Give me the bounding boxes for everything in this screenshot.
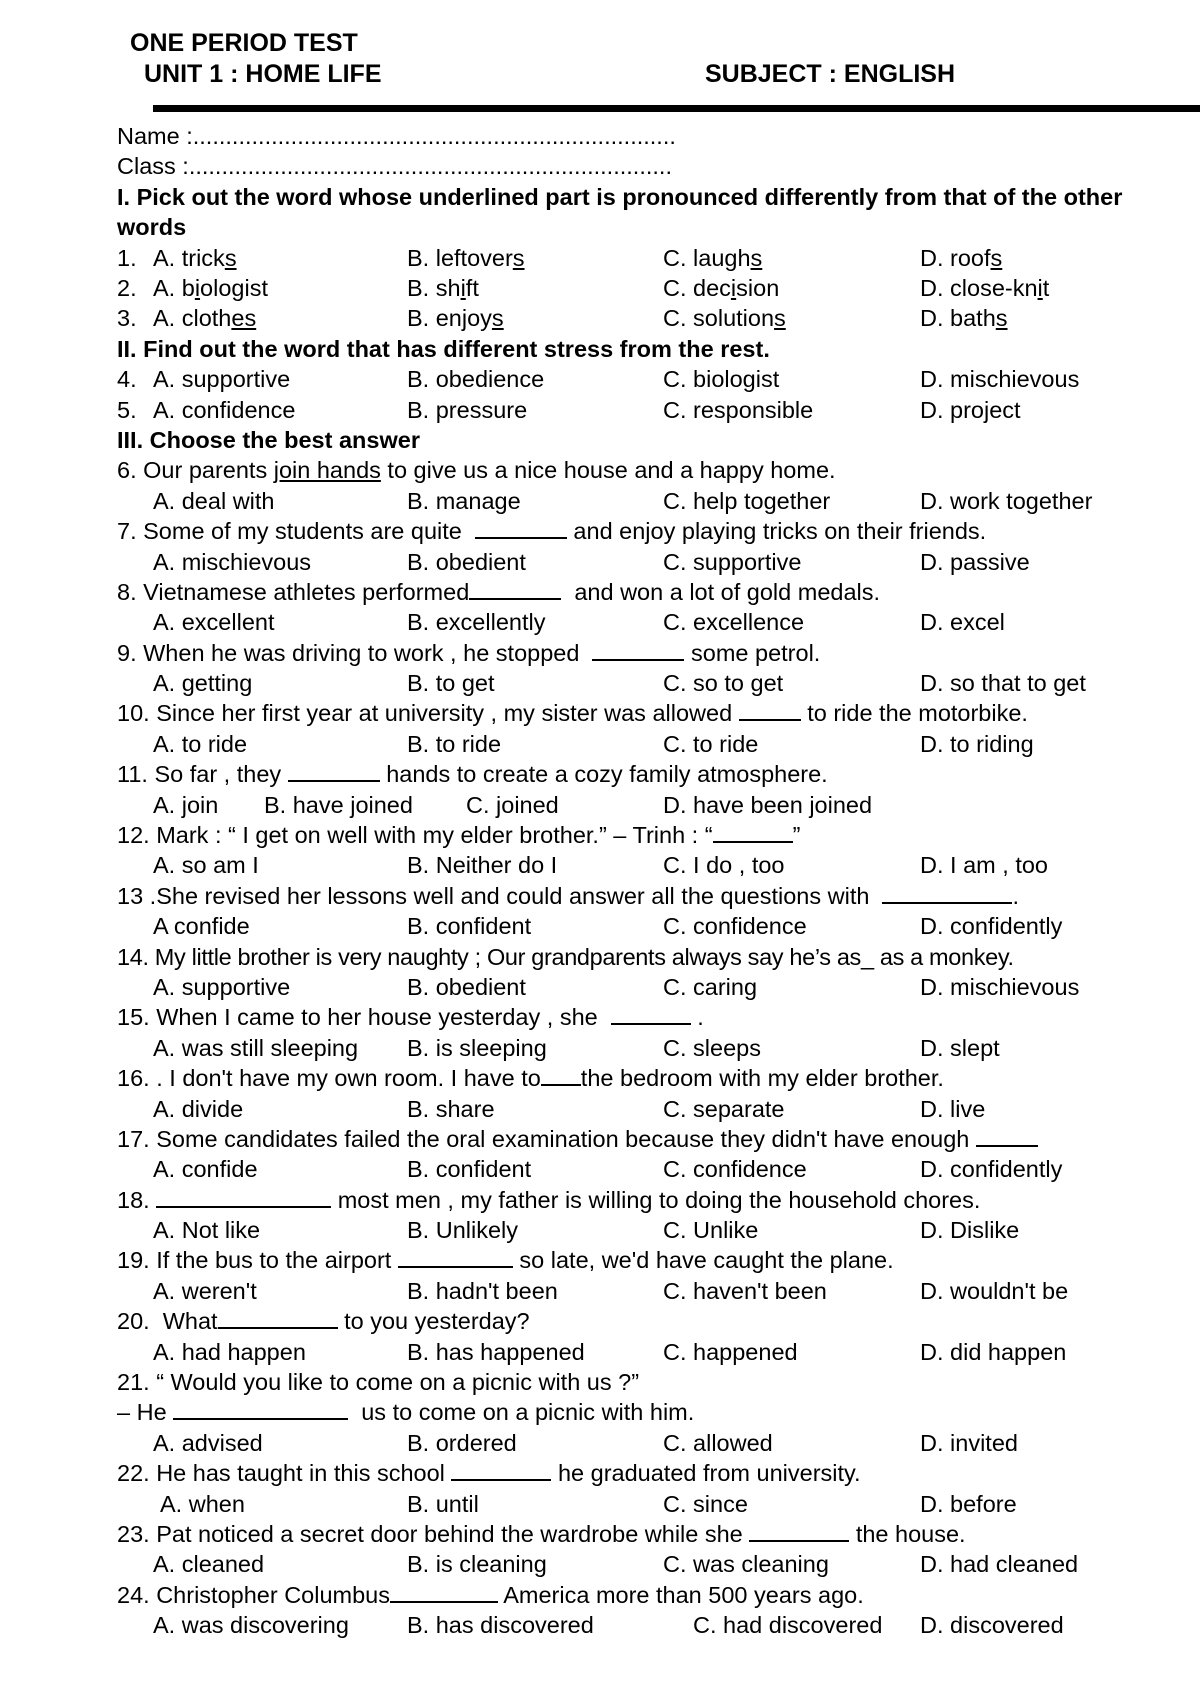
- question-2: [117, 273, 1197, 303]
- question-7: 7. Some of my students are quite and enjoy playing tricks on their friends.: [117, 518, 987, 545]
- option-a: A. to ride: [153, 730, 248, 757]
- question-8: 8. Vietnamese athletes performed and won a lot of gold medals.: [117, 578, 881, 605]
- option-a: A. weren't: [153, 1277, 257, 1304]
- answer-blank: [288, 762, 380, 782]
- option-c: C. Unlike: [663, 1217, 759, 1244]
- answer-blank: [173, 1400, 348, 1420]
- answer-blank: [475, 519, 567, 539]
- header-rule: [153, 105, 1200, 112]
- option-b: B. has happened: [407, 1338, 585, 1365]
- answer-blank: [739, 701, 801, 721]
- option-b: B. is cleaning: [407, 1551, 547, 1578]
- option-a: A. supportive: [153, 366, 291, 393]
- option-c: C. since: [663, 1490, 748, 1517]
- subject-title: SUBJECT : ENGLISH: [705, 60, 956, 88]
- option-a: A. was still sleeping: [153, 1034, 359, 1061]
- option-b: B. obedience: [407, 366, 545, 393]
- question-number: 3.: [117, 305, 137, 332]
- option-c: C. responsible: [663, 396, 814, 423]
- answer-blank: [156, 1188, 331, 1208]
- option-a: A. cleaned: [153, 1551, 265, 1578]
- question-20: 20. What to you yesterday?: [117, 1308, 530, 1335]
- option-c: C. haven't been: [663, 1277, 827, 1304]
- option-d: D. wouldn't be: [920, 1277, 1069, 1304]
- option-b: B. manage: [407, 487, 521, 514]
- options-16: [117, 1094, 1197, 1124]
- option-b: B. share: [407, 1095, 495, 1122]
- option-a: A. join: [153, 791, 219, 818]
- section-2-heading: II. Find out the word that has different stress from the rest.: [117, 335, 770, 362]
- option-d: D. have been joined: [663, 791, 873, 818]
- question-3: [117, 303, 1197, 333]
- question-4: [117, 364, 1197, 394]
- option-b: B. is sleeping: [407, 1034, 547, 1061]
- option-a: A. tricks: [153, 244, 237, 271]
- question-19: 19. If the bus to the airport so late, we'd have caught the plane.: [117, 1247, 894, 1274]
- options-23: [117, 1549, 1197, 1579]
- options-21: [117, 1428, 1197, 1458]
- option-d: D. Dislike: [920, 1217, 1020, 1244]
- question-number: 1.: [117, 244, 137, 271]
- option-d: D. baths: [920, 305, 1008, 332]
- option-d: D. mischievous: [920, 366, 1080, 393]
- unit-title: UNIT 1 : HOME LIFE: [144, 60, 382, 88]
- options-18: [117, 1215, 1197, 1245]
- option-c: C. sleeps: [663, 1034, 761, 1061]
- option-c: C. caring: [663, 973, 758, 1000]
- option-a: A. confide: [153, 1156, 258, 1183]
- option-c: C. laughs: [663, 244, 763, 271]
- section-3-heading: III. Choose the best answer: [117, 426, 420, 453]
- option-a: A. clothes: [153, 305, 257, 332]
- option-c: C. help together: [663, 487, 831, 514]
- question-24: 24. Christopher Columbus America more than 500 years ago.: [117, 1581, 864, 1608]
- option-c: C. decision: [663, 274, 780, 301]
- option-d: D. to riding: [920, 730, 1034, 757]
- option-d: D. close-knit: [920, 274, 1050, 301]
- option-d: D. live: [920, 1095, 986, 1122]
- question-17: 17. Some candidates failed the oral examination because they didn't have enough: [117, 1124, 1197, 1154]
- options-12: [117, 850, 1197, 880]
- question-13: 13 .She revised her lessons well and could answer all the questions with .: [117, 882, 1020, 909]
- question-number: 5.: [117, 396, 137, 423]
- option-a: A. confidence: [153, 396, 296, 423]
- options-8: [117, 607, 1197, 637]
- answer-blank: [451, 1461, 551, 1481]
- option-b: B. has discovered: [407, 1612, 594, 1639]
- option-c: C. I do , too: [663, 852, 785, 879]
- option-c: C. had discovered: [693, 1612, 883, 1639]
- answer-blank: [541, 1066, 581, 1086]
- option-b: B. leftovers: [407, 244, 525, 271]
- options-17: [117, 1154, 1197, 1184]
- options-7: [117, 547, 1197, 577]
- option-a: A. advised: [153, 1429, 263, 1456]
- question-10: 10. Since her first year at university , my sister was allowed to ride the motorbike.: [117, 700, 1028, 727]
- option-d: D. confidently: [920, 1156, 1063, 1183]
- option-c: C. happened: [663, 1338, 798, 1365]
- option-b: B. enjoys: [407, 305, 504, 332]
- answer-blank: [882, 884, 1012, 904]
- option-d: D. project: [920, 396, 1021, 423]
- option-b: B. excellently: [407, 609, 546, 636]
- option-d: D. slept: [920, 1034, 1000, 1061]
- options-14: [117, 972, 1197, 1002]
- option-c: C. separate: [663, 1095, 785, 1122]
- options-9: [117, 668, 1197, 698]
- question-14: 14. My little brother is very naughty ; Our grandparents always say he’s as_ as a monkey.: [117, 943, 1014, 970]
- option-a: A. getting: [153, 670, 253, 697]
- options-20: [117, 1337, 1197, 1367]
- option-c: C. so to get: [663, 670, 784, 697]
- question-6: 6. Our parents join hands to give us a nice house and a happy home.: [117, 457, 836, 484]
- option-c: C. confidence: [663, 913, 807, 940]
- question-9: 9. When he was driving to work , he stopped some petrol.: [117, 639, 821, 666]
- option-d: D. did happen: [920, 1338, 1067, 1365]
- option-b: B. to get: [407, 670, 495, 697]
- option-a: A. mischievous: [153, 548, 312, 575]
- option-d: D. confidently: [920, 913, 1063, 940]
- option-a: A. deal with: [153, 487, 275, 514]
- option-d: D. invited: [920, 1429, 1018, 1456]
- question-12: 12. Mark : “ I get on well with my elder brother.” – Trinh : “ ”: [117, 822, 801, 849]
- option-b: B. hadn't been: [407, 1277, 558, 1304]
- option-a: A. was discovering: [153, 1612, 349, 1639]
- question-23: 23. Pat noticed a secret door behind the wardrobe while she the house.: [117, 1521, 966, 1547]
- option-a: A. divide: [153, 1095, 244, 1122]
- option-d: D. I am , too: [920, 852, 1048, 879]
- option-b: B. until: [407, 1490, 479, 1517]
- option-c: C. confidence: [663, 1156, 807, 1183]
- option-a: A. so am I: [153, 852, 259, 879]
- option-a: A. Not like: [153, 1217, 261, 1244]
- answer-blank: [713, 823, 793, 843]
- question-22: 22. He has taught in this school he graduated from university.: [117, 1460, 861, 1487]
- answer-blank: [398, 1248, 513, 1268]
- option-b: B. ordered: [407, 1429, 517, 1456]
- question-5: [117, 395, 1197, 425]
- option-c: C. joined: [466, 791, 559, 818]
- option-d: D. roofs: [920, 244, 1003, 271]
- answer-blank: [390, 1583, 498, 1603]
- answer-blank: [469, 580, 561, 600]
- option-c: C. to ride: [663, 730, 759, 757]
- answer-blank: [976, 1127, 1038, 1147]
- options-24: [117, 1610, 1197, 1640]
- options-22: [117, 1489, 1197, 1519]
- option-d: D. had cleaned: [920, 1551, 1079, 1578]
- option-b: B. pressure: [407, 396, 528, 423]
- option-c: C. was cleaning: [663, 1551, 829, 1578]
- options-15: [117, 1033, 1197, 1063]
- options-19: [117, 1276, 1197, 1306]
- section-1-heading: I. Pick out the word whose underlined part is pronounced differently from that of the other words: [117, 183, 1123, 241]
- option-b: B. have joined: [264, 791, 413, 818]
- question-15: 15. When I came to her house yesterday , she .: [117, 1004, 704, 1031]
- option-d: D. so that to get: [920, 670, 1086, 697]
- question-21: 21. “ Would you like to come on a picnic with us ?”: [117, 1369, 640, 1396]
- name-field: Name :..........................................................................: [117, 123, 676, 149]
- option-c: C. allowed: [663, 1429, 773, 1456]
- class-field: Class :..........................................................................: [117, 153, 672, 180]
- option-a: A confide: [153, 913, 250, 940]
- option-b: B. confident: [407, 1156, 532, 1183]
- option-a: A. excellent: [153, 609, 275, 636]
- option-d: D. work together: [920, 487, 1093, 514]
- option-b: B. confident: [407, 913, 532, 940]
- test-body: [117, 121, 1197, 1641]
- question-18: 18. most men , my father is willing to doing the household chores.: [117, 1186, 981, 1213]
- option-d: D. discovered: [920, 1612, 1064, 1639]
- options-11: [117, 790, 1197, 820]
- option-c: C. biologist: [663, 366, 780, 393]
- option-b: B. to ride: [407, 730, 502, 757]
- question-21-cont: – He us to come on a picnic with him.: [117, 1399, 695, 1426]
- test-title: ONE PERIOD TEST: [130, 29, 358, 57]
- option-d: D. excel: [920, 609, 1005, 636]
- answer-blank: [218, 1309, 338, 1329]
- option-c: C. solutions: [663, 305, 786, 332]
- answer-blank: [611, 1005, 691, 1025]
- question-11: 11. So far , they hands to create a cozy family atmosphere.: [117, 761, 828, 788]
- question-1: [117, 243, 1197, 273]
- answer-blank: [592, 641, 684, 661]
- option-d: D. passive: [920, 548, 1030, 575]
- option-a: A. biologist: [153, 274, 268, 301]
- option-a: A. supportive: [153, 973, 291, 1000]
- option-b: B. Unlikely: [407, 1217, 519, 1244]
- option-b: B. Neither do I: [407, 852, 558, 879]
- options-10: [117, 729, 1197, 759]
- question-16: 16. . I don't have my own room. I have to the bedroom with my elder brother.: [117, 1065, 944, 1092]
- option-d: D. before: [920, 1490, 1017, 1517]
- option-c: C. excellence: [663, 609, 805, 636]
- option-a: A. had happen: [153, 1338, 306, 1365]
- option-b: B. obedient: [407, 548, 526, 575]
- options-13: [117, 911, 1197, 941]
- option-b: B. shift: [407, 274, 479, 301]
- question-number: 4.: [117, 366, 137, 393]
- option-a: A. when: [160, 1490, 245, 1517]
- option-c: C. supportive: [663, 548, 802, 575]
- option-b: B. obedient: [407, 973, 526, 1000]
- answer-blank: [749, 1522, 849, 1542]
- question-number: 2.: [117, 274, 137, 301]
- option-d: D. mischievous: [920, 973, 1080, 1000]
- options-6: [117, 486, 1197, 516]
